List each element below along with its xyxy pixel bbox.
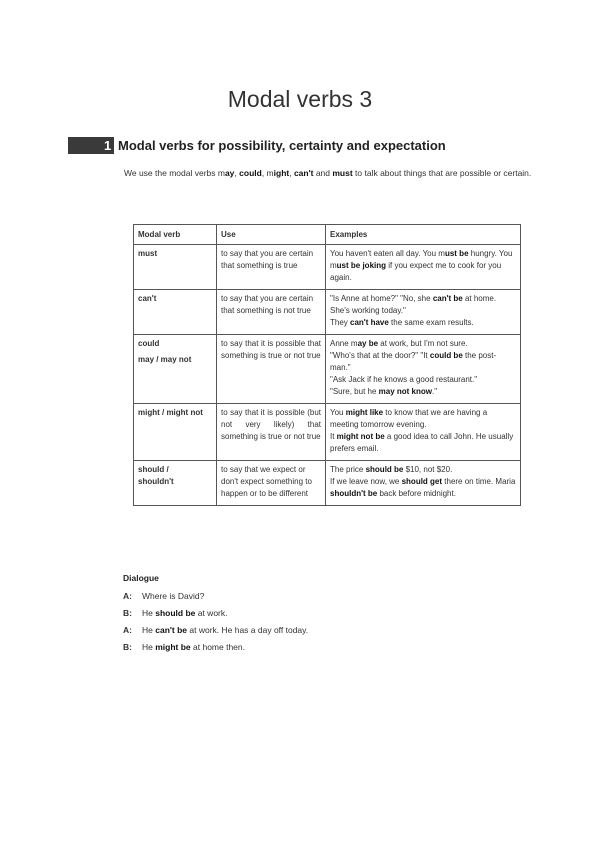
dialogue-line — [123, 624, 308, 636]
modal-verb: might / might not — [138, 408, 203, 417]
text-run: "Is Anne at home?" "No, she — [330, 294, 433, 303]
modal-verb: could — [138, 339, 160, 348]
examples-cell — [326, 245, 521, 290]
modal-verb: shouldn't — [138, 477, 174, 486]
dialogue-speaker: B: — [123, 642, 132, 652]
example-sentence — [330, 386, 516, 398]
bold-modal-text: might not be — [336, 432, 385, 441]
text-run: "Sure, but he — [330, 387, 379, 396]
use-cell: to say that you are certain that something is not true — [217, 290, 326, 335]
section-number: 1 — [104, 138, 112, 153]
text-run: We use the modal verbs m — [124, 168, 225, 178]
examples-cell — [326, 290, 521, 335]
dialogue-speaker: A: — [123, 625, 132, 635]
bold-modal-text: could — [239, 168, 262, 178]
section-title: Modal verbs for possibility, certainty and expectation — [118, 138, 446, 153]
text-run: if you expect me to cook for you again. — [330, 261, 502, 282]
bold-modal-text: ay — [224, 168, 235, 178]
text-run: $10, not $20. — [403, 465, 453, 474]
example-sentence — [330, 293, 516, 317]
text-run: , — [234, 168, 240, 178]
column-header-modal-verb: Modal verb — [134, 225, 217, 245]
modal-verb-cell — [134, 404, 217, 461]
modal-verb: must — [138, 249, 158, 258]
text-run: there on time. Maria — [442, 477, 516, 486]
modal-verb: may / may not — [138, 355, 192, 364]
modal-verb: can't — [138, 294, 157, 303]
example-sentence — [330, 350, 516, 374]
text-run: "Who's that at the door?" "It — [330, 351, 430, 360]
table-row — [134, 461, 521, 506]
bold-modal-text: should get — [401, 477, 443, 486]
bold-modal-text: can't be — [432, 294, 463, 303]
examples-cell — [326, 404, 521, 461]
example-sentence — [330, 317, 516, 329]
text-run: He — [142, 642, 156, 652]
table-header-row — [134, 225, 521, 245]
text-run: a good idea to call John. He usually prefers email. — [330, 432, 514, 453]
dialogue-heading: Dialogue — [123, 573, 159, 583]
text-run: He — [142, 608, 156, 618]
text-run: They — [330, 318, 351, 327]
text-run: the post- man." — [330, 351, 497, 372]
modal-verb-cell — [134, 290, 217, 335]
examples-cell — [326, 461, 521, 506]
use-cell: to say that you are certain that something is true — [217, 245, 326, 290]
example-sentence — [330, 476, 516, 500]
text-run: He — [142, 625, 156, 635]
bold-modal-text: could be — [429, 351, 463, 360]
bold-modal-text: may not know — [378, 387, 432, 396]
table-row — [134, 404, 521, 461]
modal-verbs-table — [133, 224, 521, 506]
modal-verb-cell — [134, 335, 217, 404]
text-run: ." — [432, 387, 438, 396]
text-run: to talk about things that are possible or certain. — [352, 168, 532, 178]
bold-modal-text: ust be joking — [336, 261, 387, 270]
bold-modal-text: should be — [155, 608, 196, 618]
dialogue-line — [123, 590, 204, 602]
modal-verb-cell — [134, 461, 217, 506]
modal-verb: should / — [138, 465, 169, 474]
text-run: to know that we are having a meeting tomorrow evening. — [330, 408, 488, 429]
bold-modal-text: can't — [293, 168, 314, 178]
intro-paragraph — [124, 167, 534, 179]
text-run: the same exam results. — [388, 318, 474, 327]
bold-modal-text: ust be — [444, 249, 469, 258]
dialogue-speaker: A: — [123, 591, 132, 601]
bold-modal-text: ay be — [357, 339, 379, 348]
text-run: You — [330, 408, 346, 417]
example-sentence — [330, 407, 516, 431]
modal-verb-cell — [134, 245, 217, 290]
column-header-use: Use — [217, 225, 326, 245]
text-run: at home. She's working today." — [330, 294, 497, 315]
text-run: at work, but I'm not sure. — [378, 339, 468, 348]
bold-modal-text: might be — [155, 642, 191, 652]
bold-modal-text: ight — [273, 168, 290, 178]
example-sentence — [330, 431, 516, 455]
table-row — [134, 335, 521, 404]
dialogue-line — [123, 607, 228, 619]
page-title: Modal verbs 3 — [227, 86, 373, 112]
text-run: You haven't eaten all day. You m — [330, 249, 445, 258]
column-header-examples: Examples — [326, 225, 521, 245]
examples-cell — [326, 335, 521, 404]
bold-modal-text: might like — [345, 408, 384, 417]
dialogue-speaker: B: — [123, 608, 132, 618]
example-sentence — [330, 338, 516, 350]
text-run: , — [289, 168, 294, 178]
bold-modal-text: shouldn't be — [330, 489, 378, 498]
text-run: at work. He has a day off today. — [187, 625, 309, 635]
text-run: and — [313, 168, 333, 178]
use-cell: to say that it is possible that something is true or not true — [217, 335, 326, 404]
dialogue-line — [123, 641, 245, 653]
use-cell: to say that it is possible (but not very likely) that something is true or not true — [217, 404, 326, 461]
table-row — [134, 290, 521, 335]
text-run: at work. — [195, 608, 228, 618]
bold-modal-text: can't be — [155, 625, 188, 635]
text-run: The price — [330, 465, 366, 474]
example-sentence — [330, 374, 516, 386]
example-sentence — [330, 464, 516, 476]
text-run: , m — [261, 168, 274, 178]
text-run: hungry. You m — [330, 249, 513, 270]
text-run: back before midnight. — [377, 489, 456, 498]
use-cell: to say that we expect or don't expect something to happen or to be different — [217, 461, 326, 506]
bold-modal-text: can't have — [350, 318, 389, 327]
text-run: "Ask Jack if he knows a good restaurant." — [330, 375, 478, 384]
text-run: at home then. — [190, 642, 245, 652]
text-run: Anne m — [330, 339, 358, 348]
example-sentence — [330, 248, 516, 284]
text-run: It — [330, 432, 337, 441]
bold-modal-text: must — [332, 168, 353, 178]
table-row — [134, 245, 521, 290]
text-run: Where is David? — [142, 591, 205, 601]
text-run: If we leave now, we — [330, 477, 402, 486]
bold-modal-text: should be — [365, 465, 404, 474]
